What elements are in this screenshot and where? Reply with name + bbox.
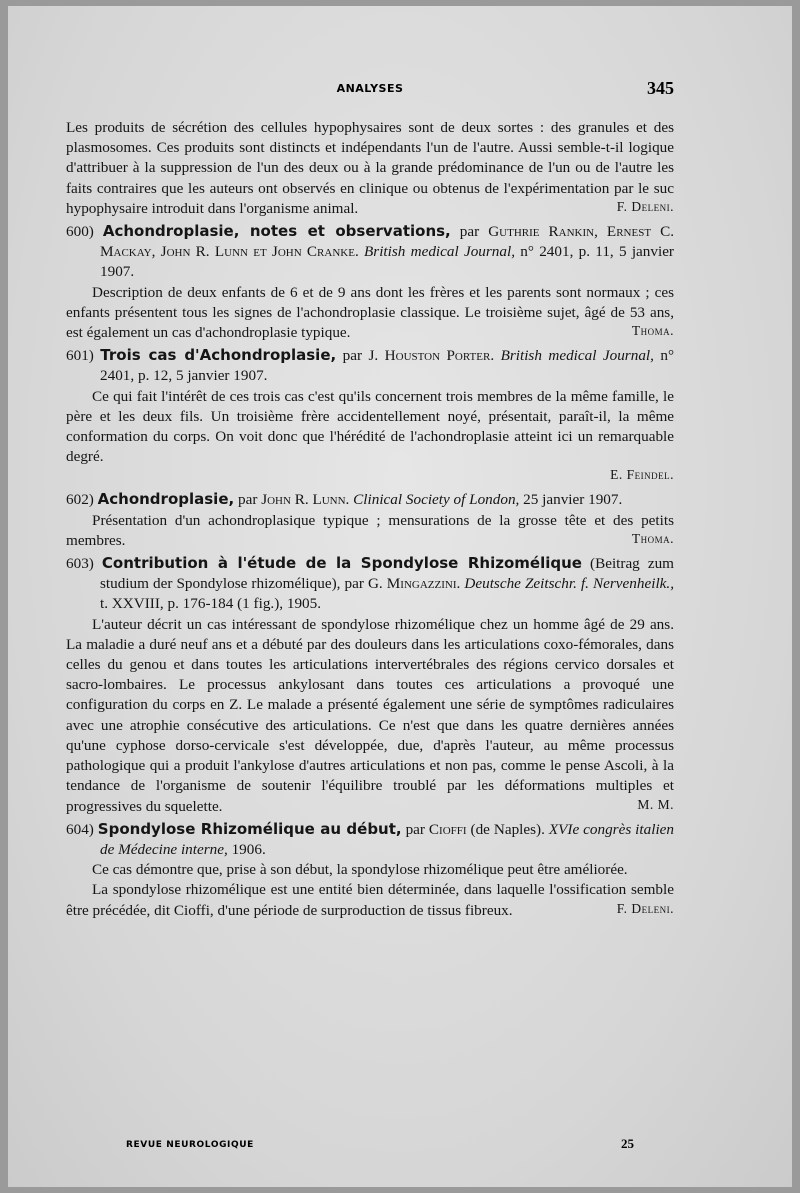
page [8, 6, 792, 1187]
entry-signature: Thoma. [631, 531, 674, 547]
entry-number: 601) [66, 347, 94, 365]
article-body [66, 118, 674, 917]
entry-authors: J. Houston Porter. [368, 347, 495, 365]
running-head [66, 78, 674, 102]
entry-ref: n° 2401, p. 11, 5 janvier 1907. [100, 243, 674, 281]
signature-mark: 25 [621, 1136, 634, 1151]
entry-body: Description de deux enfants de 6 et de 9 ans dont les frères et les parents sont normaux ; ces enfants présentent tous les signes de l'achondroplasie classique. Le troisième sujet, âgé de 53 ans, est également un cas d'achondroplasie typique. [66, 283, 674, 342]
entry-number: 604) [66, 820, 94, 838]
entry-by: par [237, 491, 258, 509]
entry-authors: John R. Lunn. [261, 491, 350, 509]
entry-authors: Guthrie Rankin, Ernest C. Mackay, John R. Lunn et John Cranke. [100, 223, 675, 261]
entry-source: Clinical Society of London, [353, 491, 520, 509]
entry-number: 602) [66, 491, 94, 509]
page-footer [66, 1136, 674, 1156]
entry-affiliation: (de Naples). [470, 820, 545, 838]
entry-number: 603) [66, 555, 94, 573]
entry-authors: G. Mingazzini. [367, 575, 461, 593]
abstract-entry-600 [66, 221, 674, 283]
entry-body: Ce qui fait l'intérêt de ces trois cas c'est qu'ils concernent trois membres de la même famille, le père et les deux fils. Un troisième frère accidentellement noyé, présentait, paraît-il, la même conformation du corps. On voit donc que l'hérédité de l'achondroplasie atteint ici un remarquable degré. [66, 387, 674, 466]
entry-ref: n° 2401, p. 12, 5 janvier 1907. [100, 347, 675, 385]
entry-source: British medical Journal, [500, 347, 654, 365]
abstract-entry-603 [66, 553, 674, 615]
entry-body: Présentation d'un achondroplasique typique ; mensurations de la grosse tête et des petits membres. [66, 511, 674, 549]
entry-title: Contribution à l'étude de la Spondylose Rhizomélique [101, 554, 582, 573]
intro-signature: F. Deleni. [616, 199, 674, 215]
entry-ref: t. XXVIII, p. 176-184 (1 fig.), 1905. [100, 595, 322, 613]
entry-ref: 1906. [231, 840, 266, 858]
entry-title: Spondylose Rhizomélique au début, [97, 819, 402, 838]
entry-by: par [342, 347, 363, 365]
entry-signature: M. M. [637, 796, 674, 812]
entry-title: Achondroplasie, notes et observations, [102, 222, 451, 241]
abstract-entry-601 [66, 345, 674, 386]
entry-title: Achondroplasie, [97, 490, 235, 509]
entry-source: XVIe congrès italien de Médecine interne, [100, 820, 674, 858]
entry-source: Deutsche Zeitschr. f. Nervenheilk., [464, 575, 674, 593]
journal-name: REVUE NEUROLOGIQUE [126, 1140, 254, 1150]
running-title: ANALYSES [336, 82, 404, 95]
entry-by: par [459, 223, 480, 241]
entry-signature: E. Feindel. [610, 467, 674, 483]
entry-body: L'auteur décrit un cas intéressant de spondylose rhizomélique chez un homme âgé de 29 ans. La maladie a duré neuf ans et a débuté par des douleurs dans les articulations coxo-fémorales, dans celles du genou et dans toutes les articulations intervertébrales des régions cervico dorsales et sacro-lombaires. Le processus ankylosant dans toutes ces articulations a provoqué une configuration du corps en Z. Le malade a présenté également une série de symptômes radiculaires avec une atrophie consécutive des articulations. Ce n'est que dans les quatre dernières années qu'une cyphose dorso-cervicale s'est développée, due, d'après l'auteur, au même processus pathologique qui a produit l'ankylose d'autres articulations et non pas, comme le pense Ascoli, à la tendance de l'organisme de soutenir l'équilibre troublé par les déformations multiples et progressives du squelette. [66, 615, 674, 815]
entry-title: Trois cas d'Achondroplasie, [100, 346, 337, 365]
abstract-entry-602 [66, 489, 674, 510]
abstract-entry-604 [66, 819, 674, 860]
entry-body: La spondylose rhizomélique est une entité bien déterminée, dans laquelle l'ossification semble être précédée, dit Cioffi, d'une période de surproduction de tissus fibreux. [66, 881, 674, 919]
entry-ref: 25 janvier 1907. [523, 491, 623, 509]
entry-subtitle: (Beitrag zum studium der Spondylose rhizomélique), par [100, 555, 674, 593]
page-number: 345 [647, 78, 674, 98]
entry-number: 600) [66, 223, 94, 241]
entry-signature: F. Deleni. [616, 900, 674, 916]
entry-by: par [405, 820, 425, 838]
entry-body: Ce cas démontre que, prise à son début, la spondylose rhizomélique peut être améliorée. [92, 861, 628, 879]
intro-paragraph: Les produits de sécrétion des cellules hypophysaires sont de deux sortes : des granules et des plasmosomes. Ces produits sont distincts et indépendants l'un de l'autre. Aussi semble-t-il logique d'attribuer à la suppression de l'un des deux ou à la grande prédominance de l'un ou de l'autre les faits contraires que les auteurs ont observés en clinique ou obtenus de l'expérimentation par le suc hypophysaire introduit dans l'organisme animal. [66, 119, 674, 217]
entry-source: British medical Journal, [364, 243, 516, 261]
entry-signature: Thoma. [631, 323, 674, 339]
entry-authors: Cioffi [428, 820, 467, 838]
